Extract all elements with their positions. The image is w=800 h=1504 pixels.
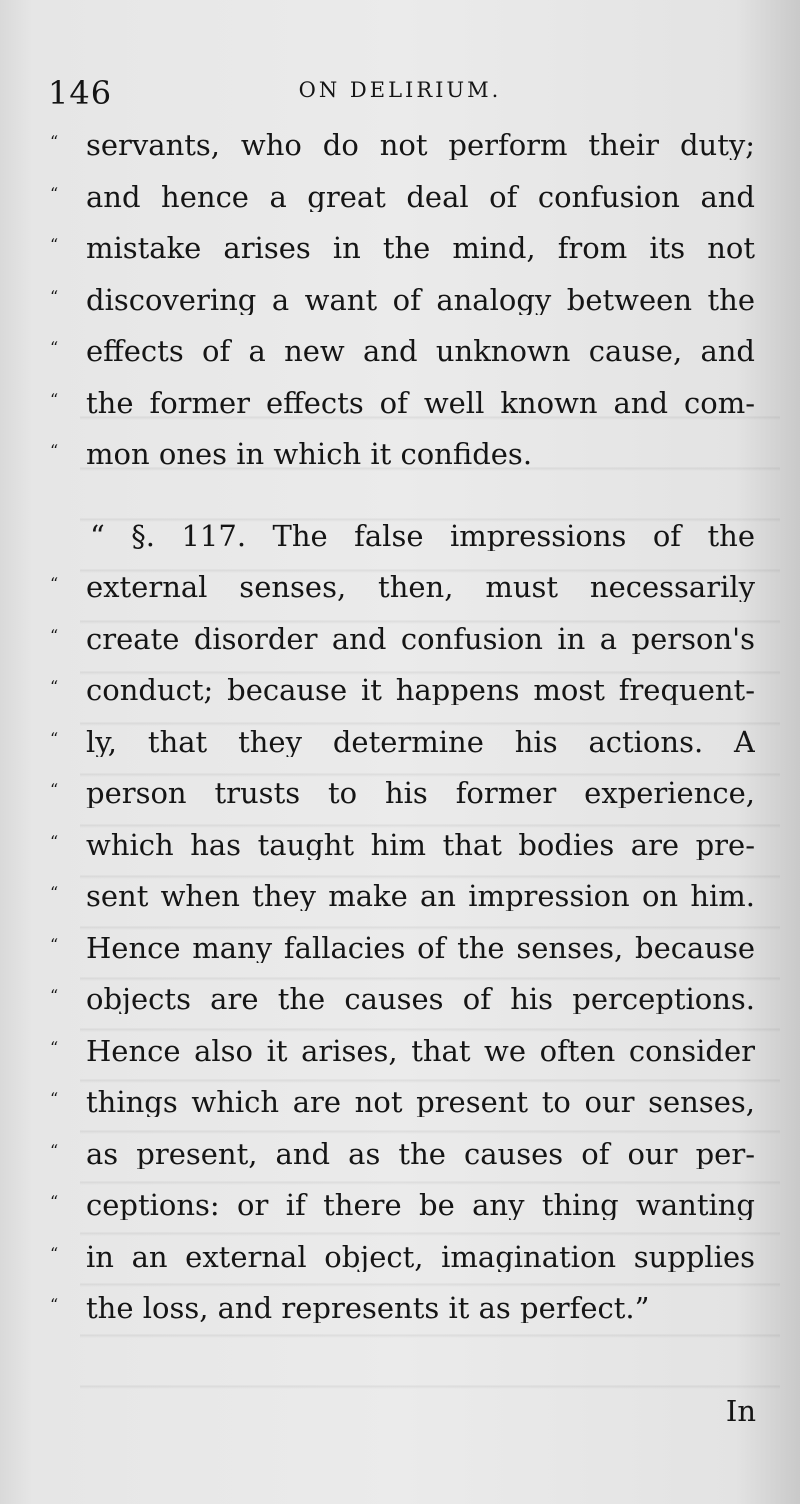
line-text: servants, who do not perform their duty; <box>86 131 755 160</box>
text-line <box>50 522 755 574</box>
text-line <box>50 676 755 728</box>
quote-mark: “ <box>50 934 59 954</box>
text-line <box>50 1088 755 1140</box>
text-line <box>50 183 755 235</box>
line-text: things which are not present to our senses, <box>86 1088 755 1117</box>
text-line <box>50 1294 755 1346</box>
body-text <box>50 131 755 1346</box>
quote-mark: “ <box>50 1192 59 1211</box>
line-text: mistake arises in the mind, from its not <box>86 234 755 263</box>
text-line <box>50 831 755 883</box>
quote-mark: “ <box>50 1089 59 1108</box>
line-text: conduct; because it happens most frequent- <box>86 676 755 705</box>
text-line <box>50 934 755 986</box>
line-text: Hence many fallacies of the senses, because <box>86 933 755 963</box>
text-line <box>50 625 755 677</box>
quote-mark: “ <box>50 677 59 696</box>
line-text: the loss, and represents it as perfect.” <box>86 1294 650 1323</box>
text-line <box>50 440 755 492</box>
line-text: as present, and as the causes of our per- <box>86 1139 755 1169</box>
quote-mark: “ <box>50 831 59 851</box>
text-line <box>50 234 755 286</box>
text-line <box>50 1243 755 1295</box>
page-number: 146 <box>48 74 113 112</box>
line-text: Hence also it arises, that we often consider <box>86 1036 755 1066</box>
quote-mark: “ <box>50 625 59 645</box>
line-text: objects are the causes of his perceptions. <box>86 985 755 1014</box>
text-line <box>50 1191 755 1243</box>
paragraph-gap <box>50 492 755 522</box>
text-line <box>50 337 755 389</box>
quote-mark: “ <box>50 183 59 203</box>
line-text: mon ones in which it confides. <box>86 440 533 469</box>
line-text: sent when they make an impression on him. <box>86 882 755 911</box>
line-text: ceptions: or if there be any thing wanting <box>86 1191 755 1220</box>
text-line <box>50 286 755 338</box>
quote-mark: “ <box>50 883 59 902</box>
line-text: external senses, then, must necessarily <box>86 573 755 602</box>
line-text: in an external object, imagination supplies <box>86 1242 755 1272</box>
running-head: ON DELIRIUM. <box>298 78 502 102</box>
quote-mark: “ <box>50 441 59 460</box>
line-text: effects of a new and unknown cause, and <box>86 337 755 366</box>
line-text: person trusts to his former experience, <box>86 779 755 808</box>
quote-mark: “ <box>50 986 59 1005</box>
quote-mark: “ <box>50 132 59 151</box>
line-text: create disorder and confusion in a person's <box>86 624 755 654</box>
line-text: the former effects of well known and com- <box>86 388 755 418</box>
line-text: ly, that they determine his actions. A <box>86 727 755 757</box>
text-line <box>50 389 755 441</box>
quote-mark: “ <box>50 389 59 409</box>
text-line <box>50 1140 755 1192</box>
text-line <box>50 573 755 625</box>
line-text: and hence a great deal of confusion and <box>86 182 755 212</box>
line-text: discovering a want of analogy between the <box>86 285 755 315</box>
text-line <box>50 131 755 183</box>
quote-mark: “ <box>50 1140 59 1160</box>
line-text: “ §. 117. The false impressions of the <box>90 521 755 551</box>
quote-mark: “ <box>50 1295 59 1314</box>
page-header <box>0 70 800 110</box>
text-line <box>50 779 755 831</box>
text-line <box>50 882 755 934</box>
quote-mark: “ <box>50 235 59 254</box>
line-text: which has taught him that bodies are pre- <box>86 830 755 860</box>
text-line <box>50 985 755 1037</box>
quote-mark: “ <box>50 728 59 748</box>
catchword: In <box>725 1394 756 1428</box>
quote-mark: “ <box>50 338 59 357</box>
quote-mark: “ <box>50 574 59 593</box>
quote-mark: “ <box>50 1037 59 1057</box>
quote-mark: “ <box>50 286 59 306</box>
text-line <box>50 1037 755 1089</box>
text-line <box>50 728 755 780</box>
quote-mark: “ <box>50 780 59 799</box>
quote-mark: “ <box>50 1243 59 1263</box>
